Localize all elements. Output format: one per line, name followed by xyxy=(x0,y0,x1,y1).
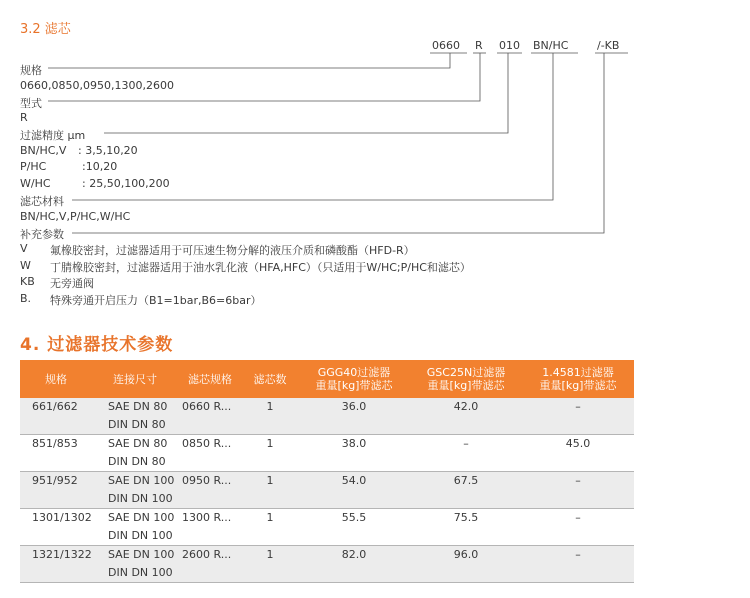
cell-ggg40: 55.5 xyxy=(298,509,410,546)
legend-rating-phc: P/HC xyxy=(20,160,47,173)
cell-14581: 45.0 xyxy=(522,435,634,472)
cell-element: 1300 R... xyxy=(178,509,242,546)
cell-model: 1321/1322 xyxy=(20,546,92,583)
header-element-count: 滤芯数 xyxy=(242,360,298,398)
header-14581 xyxy=(522,360,634,398)
header-gsc25n-line2: 重量[kg]带滤芯 xyxy=(427,379,505,392)
order-code-part-size: 0660 xyxy=(432,39,460,52)
legend-extra-kb-code: KB xyxy=(20,275,35,288)
table-row xyxy=(20,398,634,435)
cell-element: 0850 R... xyxy=(178,435,242,472)
header-ggg40 xyxy=(298,360,410,398)
cell-connection xyxy=(92,472,178,509)
cell-count: 1 xyxy=(242,472,298,509)
legend-type-value: R xyxy=(20,111,28,124)
order-code-part-rating: 010 xyxy=(499,39,520,52)
legend-rating-phc-values: :10,20 xyxy=(82,160,118,173)
header-ggg40-line1: GGG40过滤器 xyxy=(317,366,391,379)
cell-connection xyxy=(92,435,178,472)
legend-type-label: 型式 xyxy=(20,97,42,110)
cell-model: 1301/1302 xyxy=(20,509,92,546)
cell-gsc25n: – xyxy=(410,435,522,472)
cell-count: 1 xyxy=(242,435,298,472)
legend-rating-whc: W/HC xyxy=(20,177,51,190)
order-code-part-material: BN/HC xyxy=(533,39,569,52)
legend-rating-bnhc: BN/HC,V xyxy=(20,144,67,157)
cell-connection-sae: SAE DN 80 xyxy=(108,437,168,450)
legend-extra-v-desc: 氟橡胶密封，过滤器适用于可压速生物分解的液压介质和磷酸酯（HFD-R） xyxy=(50,244,415,257)
cell-connection xyxy=(92,546,178,583)
cell-element: 2600 R... xyxy=(178,546,242,583)
cell-model: 851/853 xyxy=(20,435,92,472)
legend-rating-label: 过滤精度 μm xyxy=(20,129,86,142)
cell-connection-sae: SAE DN 100 xyxy=(108,474,175,487)
header-ggg40-line2: 重量[kg]带滤芯 xyxy=(315,379,393,392)
legend-extra-v-code: V xyxy=(20,242,28,255)
cell-element: 0660 R... xyxy=(178,398,242,435)
cell-count: 1 xyxy=(242,398,298,435)
legend-size-label: 规格 xyxy=(20,64,42,77)
table-row xyxy=(20,472,634,509)
cell-ggg40: 38.0 xyxy=(298,435,410,472)
header-gsc25n xyxy=(410,360,522,398)
section-3-2-title: 3.2 滤芯 xyxy=(20,22,71,37)
cell-connection-din: DIN DN 80 xyxy=(108,455,166,468)
cell-connection-sae: SAE DN 100 xyxy=(108,511,175,524)
header-connection: 连接尺寸 xyxy=(92,360,178,398)
cell-connection-din: DIN DN 100 xyxy=(108,492,173,505)
legend-extra-b-code: B. xyxy=(20,292,32,305)
cell-connection-sae: SAE DN 80 xyxy=(108,400,168,413)
cell-model: 661/662 xyxy=(20,398,92,435)
table-row xyxy=(20,509,634,546)
cell-connection-din: DIN DN 100 xyxy=(108,566,173,579)
legend-material-label: 滤芯材料 xyxy=(20,195,64,208)
cell-gsc25n: 75.5 xyxy=(410,509,522,546)
header-model: 规格 xyxy=(20,360,92,398)
cell-connection xyxy=(92,398,178,435)
cell-model: 951/952 xyxy=(20,472,92,509)
cell-connection-din: DIN DN 80 xyxy=(108,418,166,431)
legend-material-values: BN/HC,V,P/HC,W/HC xyxy=(20,210,131,223)
header-14581-line1: 1.4581过滤器 xyxy=(542,366,614,379)
cell-gsc25n: 96.0 xyxy=(410,546,522,583)
cell-connection-din: DIN DN 100 xyxy=(108,529,173,542)
header-element: 滤芯规格 xyxy=(178,360,242,398)
legend-size-values: 0660,0850,0950,1300,2600 xyxy=(20,79,174,92)
legend-extra-label: 补充参数 xyxy=(20,228,64,241)
legend-extra-w-code: W xyxy=(20,259,31,272)
table-row xyxy=(20,546,634,583)
legend-rating-bnhc-values: : 3,5,10,20 xyxy=(78,144,138,157)
order-code-part-type: R xyxy=(475,39,483,52)
cell-14581: – xyxy=(522,472,634,509)
table-row xyxy=(20,435,634,472)
header-14581-line2: 重量[kg]带滤芯 xyxy=(539,379,617,392)
cell-ggg40: 36.0 xyxy=(298,398,410,435)
header-gsc25n-line1: GSC25N过滤器 xyxy=(426,366,506,379)
cell-count: 1 xyxy=(242,509,298,546)
cell-14581: – xyxy=(522,546,634,583)
cell-gsc25n: 67.5 xyxy=(410,472,522,509)
cell-14581: – xyxy=(522,509,634,546)
legend-extra-kb-desc: 无旁通阀 xyxy=(50,277,94,290)
cell-ggg40: 82.0 xyxy=(298,546,410,583)
cell-count: 1 xyxy=(242,546,298,583)
legend-extra-b-desc: 特殊旁通开启压力（B1=1bar,B6=6bar） xyxy=(50,294,262,307)
filter-spec-table xyxy=(20,360,634,583)
table-header-row xyxy=(20,360,634,398)
legend-extra-w-desc: 丁腈橡胶密封，过滤器适用于油水乳化液（HFA,HFC）（只适用于W/HC;P/HC和滤芯） xyxy=(50,261,471,274)
cell-connection-sae: SAE DN 100 xyxy=(108,548,175,561)
cell-ggg40: 54.0 xyxy=(298,472,410,509)
cell-14581: – xyxy=(522,398,634,435)
cell-connection xyxy=(92,509,178,546)
cell-gsc25n: 42.0 xyxy=(410,398,522,435)
section-4-title: 4. 过滤器技术参数 xyxy=(20,335,174,355)
order-code-part-extra: /-KB xyxy=(597,39,620,52)
legend-rating-whc-values: : 25,50,100,200 xyxy=(82,177,170,190)
cell-element: 0950 R... xyxy=(178,472,242,509)
